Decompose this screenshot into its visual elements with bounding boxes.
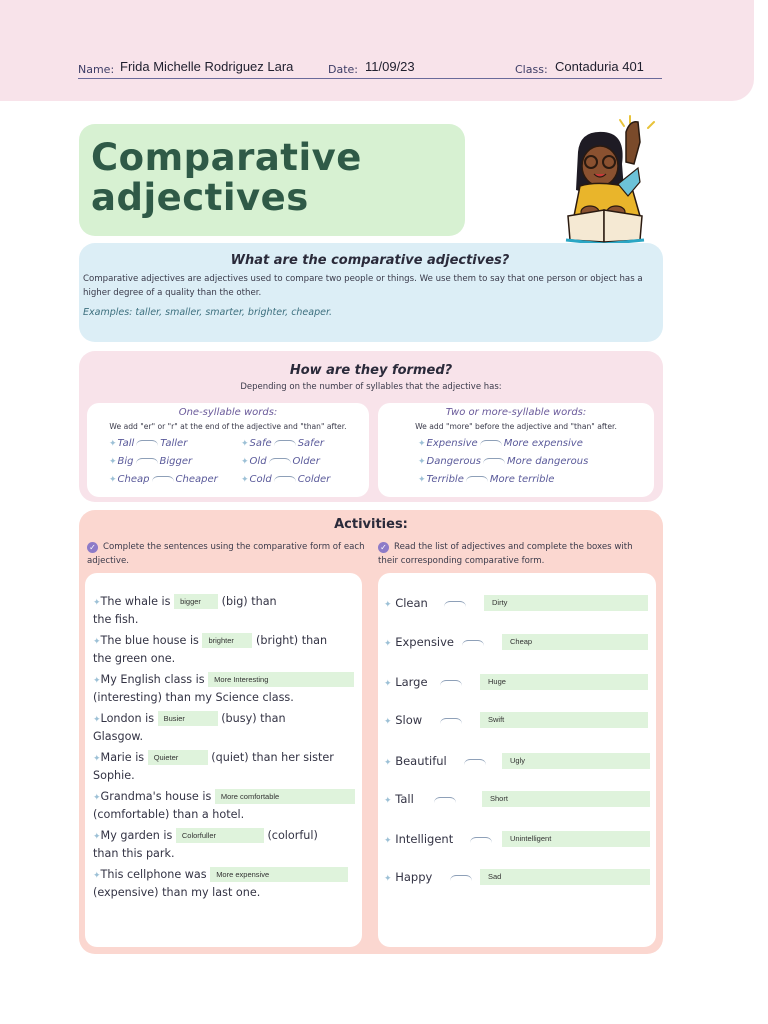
answer-field[interactable]: More expensive [210, 867, 348, 882]
arrow-icon [464, 759, 486, 765]
arrow-icon [466, 476, 488, 482]
adjective-row: ✦ Tall Short [384, 791, 648, 809]
answer-field[interactable]: More Interesting [208, 672, 354, 687]
one-syllable-title: One-syllable words: [178, 407, 278, 418]
example-pair: ✦Dangerous More dangerous [418, 456, 589, 467]
sentence-item: ✦The blue house is brighter (bright) than the green one. [93, 634, 328, 665]
example-pair: ✦Safe Safer [241, 438, 324, 449]
arrow-icon [152, 476, 174, 482]
answer-field[interactable]: Busier [158, 711, 218, 726]
multi-syllable-title: Two or more-syllable words: [445, 407, 587, 418]
sentence-item: ✦Marie is Quieter (quiet) than her sister Sophie. [93, 751, 334, 782]
date-label: Date: [328, 63, 358, 76]
definition-text: Comparative adjectives are adjectives used to compare two people or things. We use them to say that one person or object has a higher degree of a quality than the other. [83, 274, 643, 298]
adjective-row: ✦ Slow Swift [384, 712, 648, 730]
example-pair: ✦Terrible More terrible [418, 474, 555, 485]
answer-field[interactable]: Swift [480, 712, 648, 728]
instruction-right: ✓ Read the list of adjectives and complete the boxes with their corresponding comparative form. [378, 542, 633, 566]
adjective-row: ✦ Large Huge [384, 674, 648, 692]
answer-field[interactable]: Dirty [484, 595, 648, 611]
answer-field[interactable]: Short [482, 791, 650, 807]
formation-section [79, 351, 663, 502]
arrow-icon [269, 458, 291, 464]
arrow-icon [483, 458, 505, 464]
arrow-icon [470, 837, 492, 843]
example-pair: ✦Old Older [241, 456, 320, 467]
adjectives-panel [378, 573, 656, 947]
answer-field[interactable]: Sad [480, 869, 650, 885]
class-label: Class: [515, 63, 548, 76]
arrow-icon [450, 875, 472, 881]
check-circle-icon: ✓ [378, 542, 389, 553]
multi-syllable-card [378, 403, 654, 497]
arrow-icon [274, 476, 296, 482]
example-pair: ✦Tall Taller [109, 438, 188, 449]
arrow-icon [440, 718, 462, 724]
one-syllable-card [87, 403, 369, 497]
answer-field[interactable]: More comfortable [215, 789, 355, 804]
formation-subtitle: Depending on the number of syllables that the adjective has: [240, 382, 502, 392]
sentence-item: ✦My garden is Colorfuller (colorful) than this park. [93, 829, 318, 860]
girl-reading-illustration [560, 112, 664, 244]
arrow-icon [136, 440, 158, 446]
header-band [0, 0, 754, 101]
name-field[interactable]: Frida Michelle Rodriguez Lara [120, 59, 294, 74]
adjective-row: ✦ Happy Sad [384, 869, 648, 887]
adjective-row: ✦ Intelligent Unintelligent [384, 831, 648, 849]
class-field[interactable]: Contaduria 401 [555, 59, 644, 74]
adjective-row: ✦ Beautiful Ugly [384, 753, 648, 771]
date-field[interactable]: 11/09/23 [365, 59, 415, 74]
formation-heading: How are they formed? [289, 363, 453, 378]
page-title-line2: adjectives [91, 176, 309, 219]
example-pair: ✦Cold Colder [241, 474, 331, 485]
sentence-item: ✦Grandma's house is More comfortable (comfortable) than a hotel. [93, 789, 355, 823]
arrow-icon [480, 440, 502, 446]
arrow-icon [444, 601, 466, 607]
answer-field[interactable]: bigger [174, 594, 218, 609]
activities-heading: Activities: [334, 517, 408, 532]
arrow-icon [274, 440, 296, 446]
student-info-line [78, 59, 662, 79]
sentence-item: ✦My English class is More Interesting (interesting) than my Science class. [93, 672, 354, 706]
sentence-item: ✦The whale is bigger (big) than the fish. [93, 595, 277, 626]
arrow-icon [136, 458, 158, 464]
answer-field[interactable]: Colorfuller [176, 828, 264, 843]
name-label: Name: [78, 63, 115, 76]
arrow-icon [462, 640, 484, 646]
one-syllable-rule: We add "er" or "r" at the end of the adjective and "than" after. [109, 422, 347, 431]
definition-section [79, 243, 663, 342]
adjective-row: ✦ Expensive Cheap [384, 634, 648, 652]
example-pair: ✦Expensive More expensive [418, 438, 583, 449]
example-pair: ✦Cheap Cheaper [109, 474, 218, 485]
example-pair: ✦Big Bigger [109, 456, 193, 467]
sentences-panel [85, 573, 362, 947]
answer-field[interactable]: brighter [202, 633, 252, 648]
multi-syllable-rule: We add "more" before the adjective and "than" after. [415, 422, 617, 431]
page-title-line1: Comparative [91, 136, 362, 179]
sentence-item: ✦London is Busier (busy) than Glasgow. [93, 712, 286, 743]
answer-field[interactable]: Huge [480, 674, 648, 690]
examples-text: Examples: taller, smaller, smarter, brighter, cheaper. [83, 307, 333, 318]
arrow-icon [440, 680, 462, 686]
answer-field[interactable]: Quieter [148, 750, 208, 765]
activities-section [79, 510, 663, 954]
sentence-item: ✦This cellphone was More expensive (expensive) than my last one. [93, 867, 348, 901]
definition-heading: What are the comparative adjectives? [230, 253, 510, 268]
check-circle-icon: ✓ [87, 542, 98, 553]
title-box [79, 124, 465, 236]
instruction-left: ✓ Complete the sentences using the comparative form of each adjective. [87, 542, 365, 566]
answer-field[interactable]: Ugly [502, 753, 650, 769]
arrow-icon [434, 797, 456, 803]
answer-field[interactable]: Unintelligent [502, 831, 650, 847]
adjective-row: ✦ Clean Dirty [384, 595, 648, 613]
answer-field[interactable]: Cheap [502, 634, 648, 650]
